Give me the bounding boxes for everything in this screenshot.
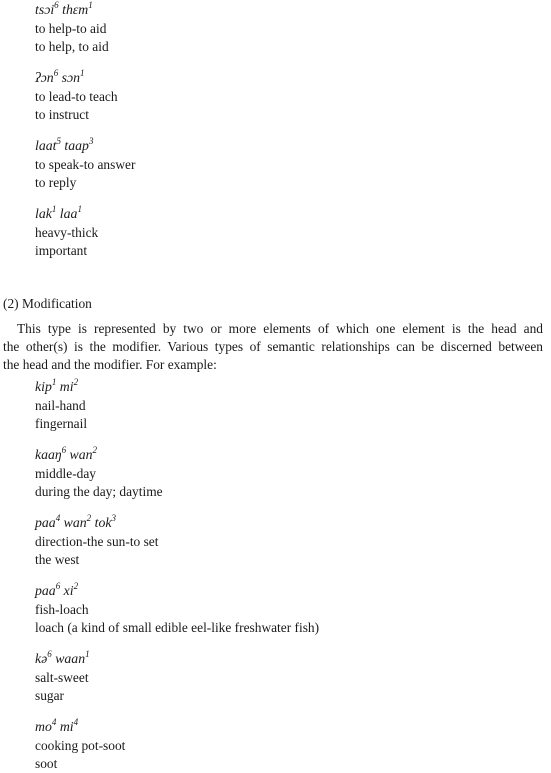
literal-gloss: salt-sweet xyxy=(35,670,89,685)
meaning-translation: to reply xyxy=(35,175,77,190)
paragraph-line: the other(s) is the modifier. Various types of semantic relationships can be discerned between xyxy=(3,339,543,354)
syllable: kə xyxy=(35,651,48,666)
syllable: laat xyxy=(35,138,57,153)
syllable: mi xyxy=(56,719,74,734)
meaning-translation: the west xyxy=(35,552,80,567)
tone-number: 5 xyxy=(56,136,61,146)
tone-number: 1 xyxy=(88,0,93,10)
meaning-translation: to help, to aid xyxy=(35,39,109,54)
syllable: lak xyxy=(35,206,52,221)
tone-number: 1 xyxy=(51,377,57,387)
meaning-translation: to instruct xyxy=(35,107,89,122)
literal-gloss: fish-loach xyxy=(35,602,89,617)
example-entry xyxy=(35,377,87,433)
syllable: tsɔi xyxy=(35,2,55,17)
romanized-form xyxy=(35,68,118,88)
paragraph-line: the head and the modifier. For example: xyxy=(3,357,217,372)
example-entry xyxy=(35,445,163,501)
tone-number: 2 xyxy=(73,581,79,591)
tone-number: 2 xyxy=(73,377,79,387)
romanized-form xyxy=(35,649,90,669)
romanized-form xyxy=(35,513,158,533)
meaning-translation: soot xyxy=(35,756,58,771)
syllable: mi xyxy=(56,379,74,394)
literal-gloss: to help-to aid xyxy=(35,21,107,36)
paragraph-line: This type is represented by two or more elements of which one element is the head and xyxy=(17,321,543,336)
section-paragraph xyxy=(3,320,543,374)
tone-number: 6 xyxy=(61,445,67,455)
tone-number: 4 xyxy=(51,717,57,727)
tone-number: 6 xyxy=(55,581,61,591)
romanized-form xyxy=(35,377,87,397)
romanized-form xyxy=(35,717,125,737)
example-entry xyxy=(35,136,135,192)
literal-gloss: middle-day xyxy=(35,466,96,481)
syllable: thɛm xyxy=(58,2,89,17)
section-heading: (2) Modification xyxy=(3,296,92,311)
literal-gloss: to speak-to answer xyxy=(35,157,136,172)
example-entry xyxy=(35,204,98,260)
syllable: paa xyxy=(35,515,56,530)
syllable: xi xyxy=(60,583,74,598)
meaning-translation: fingernail xyxy=(35,416,88,431)
example-entry xyxy=(35,513,158,569)
tone-number: 4 xyxy=(73,717,79,727)
example-entry xyxy=(35,581,319,637)
syllable: sɔn xyxy=(58,70,81,85)
example-entry xyxy=(35,0,109,56)
meaning-translation: sugar xyxy=(35,688,65,703)
literal-gloss: cooking pot-soot xyxy=(35,738,126,753)
tone-number: 6 xyxy=(54,0,59,10)
syllable: wan xyxy=(60,515,87,530)
meaning-translation: important xyxy=(35,243,88,258)
tone-number: 1 xyxy=(85,649,90,659)
tone-number: 1 xyxy=(80,68,85,78)
tone-number: 4 xyxy=(55,513,61,523)
syllable: kip xyxy=(35,379,52,394)
example-entry xyxy=(35,649,90,705)
tone-number: 1 xyxy=(77,204,82,214)
literal-gloss: direction-the sun-to set xyxy=(35,534,159,549)
meaning-translation: loach (a kind of small edible eel-like freshwater fish) xyxy=(35,620,320,635)
romanized-form xyxy=(35,0,109,20)
syllable: wan xyxy=(66,447,93,462)
syllable: tok xyxy=(91,515,112,530)
romanized-form xyxy=(35,136,135,156)
literal-gloss: heavy-thick xyxy=(35,225,99,240)
tone-number: 2 xyxy=(92,445,98,455)
syllable: paa xyxy=(35,583,56,598)
syllable: taap xyxy=(60,138,89,153)
tone-number: 6 xyxy=(47,649,52,659)
syllable: laa xyxy=(56,206,78,221)
romanized-form xyxy=(35,581,319,601)
example-entry xyxy=(35,68,118,124)
tone-number: 1 xyxy=(51,204,57,214)
syllable: mo xyxy=(35,719,52,734)
tone-number: 6 xyxy=(53,68,59,78)
syllable: waan xyxy=(51,651,86,666)
tone-number: 2 xyxy=(86,513,92,523)
tone-number: 3 xyxy=(88,136,94,146)
syllable: kaaŋ xyxy=(35,447,62,462)
literal-gloss: to lead-to teach xyxy=(35,89,118,104)
example-entry xyxy=(35,717,125,773)
romanized-form xyxy=(35,445,163,465)
meaning-translation: during the day; daytime xyxy=(35,484,163,499)
romanized-form xyxy=(35,204,98,224)
literal-gloss: nail-hand xyxy=(35,398,86,413)
syllable: ʔɔn xyxy=(35,70,54,85)
tone-number: 3 xyxy=(111,513,116,523)
